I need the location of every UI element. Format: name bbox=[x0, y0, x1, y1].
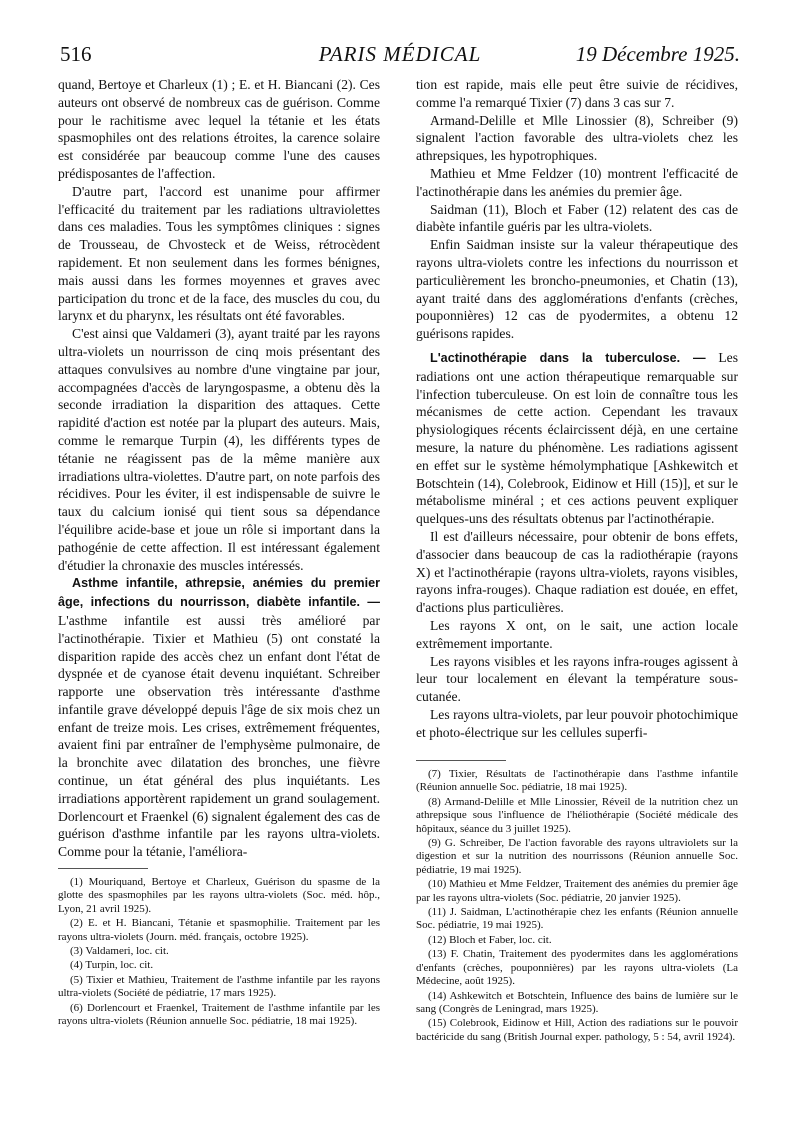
paragraph: D'autre part, l'accord est unanime pour affirmer l'efficacité du traitement par les radiations ultraviolettes dans ces maladies. Tous les symptômes cliniques : signes de Trousseau, de Chvosteck et de Weiss, rétrocèdent rapidement. Et non seulement dans les formes bénignes, mais aussi dans les formes moyennes et graves avec participation du tronc et de la face, des muscles du cou, du larynx et du pharynx, les résultats ont été favorables. bbox=[58, 183, 380, 324]
footnote: (5) Tixier et Mathieu, Traitement de l'asthme infantile par les rayons ultra-violets (Société de pédiatrie, 17 mars 1925). bbox=[58, 973, 380, 1000]
paragraph: Les rayons visibles et les rayons infra-rouges agissent à leur tour localement en élevant la température sous-cutanée. bbox=[416, 653, 738, 705]
section-paragraph bbox=[416, 349, 738, 528]
section-heading: Asthme infantile, athrepsie, anémies du premier âge, infections du nourrisson, diabète infantile. — bbox=[58, 576, 380, 610]
page-number: 516 bbox=[60, 42, 92, 66]
paragraph: tion est rapide, mais elle peut être suivie de récidives, comme l'a remarqué Tixier (7) dans 3 cas sur 7. bbox=[416, 77, 738, 110]
footnote: (7) Tixier, Résultats de l'actinothérapie dans l'asthme infantile (Réunion annuelle Soc. pédiatrie, 18 mai 1925). bbox=[416, 768, 738, 794]
paragraph: Armand-Delille et Mlle Linossier (8), Schreiber (9) signalent l'action favorable des ultra-violets chez les athrepsiques, les hypotrophiques. bbox=[416, 112, 738, 164]
footnote: (14) Ashkewitch et Botschtein, Influence des bains de lumière sur le sang (Congrès de Leningrad, mars 1925). bbox=[416, 989, 738, 1015]
footnotes-right bbox=[416, 768, 738, 1045]
footnote: (10) Mathieu et Mme Feldzer, Traitement des anémies du premier âge par les rayons ultra-violets (Soc. pédiatrie, 20 janvier 1925). bbox=[416, 878, 738, 904]
journal-title: PARIS MÉDICAL bbox=[318, 42, 482, 66]
footnote: (3) Valdameri, loc. cit. bbox=[70, 945, 169, 958]
section-heading: L'actinothérapie dans la tuberculose. — bbox=[430, 350, 706, 365]
footnote: (8) Armand-Delille et Mlle Linossier, Réveil de la nutrition chez un athrepsique sous l'influence de l'héliothérapie (Société médicale des hôpitaux, séance du 3 juillet 1925). bbox=[416, 795, 738, 835]
left-column bbox=[58, 76, 380, 861]
footnote-separator bbox=[58, 868, 148, 869]
paragraph: Mathieu et Mme Feldzer (10) montrent l'efficacité de l'actinothérapie dans les anémies du premier âge. bbox=[416, 165, 738, 199]
paragraph: Saidman (11), Bloch et Faber (12) relatent des cas de diabète infantile guéris par les ultra-violets. bbox=[416, 201, 738, 235]
footnote: (2) E. et H. Biancani, Tétanie et spasmophilie. Traitement par les rayons ultra-violets (Journ. méd. français, octobre 1925). bbox=[58, 917, 380, 943]
paragraph: C'est ainsi que Valdameri (3), ayant traité par les rayons ultra-violets un nourrisson de cinq mois présentant des attaques convulsives au nombre d'une vingtaine par jour, accompagnées d'accès de laryngospasme, a obtenu dès la seconde irradiation la disparition des attaques. Cette rapidité d'action est notée par la plupart des auteurs. Mais, comme le remarque Turpin (4), les différents types de tétanie ne réagissent pas de la même manière aux irradiations ultra-violettes. D'autre part, on note parfois des récidives. Pour les éviter, il est indispensable de suivre le taux du calcium ionisé qui tient sous sa dépendance l'équilibre acide-base et joue un rôle si important dans la pathogénie de cette affection. Il est intéressant également d'étudier la chronaxie des muscles intéressés. bbox=[58, 326, 380, 573]
footnote: (4) Turpin, loc. cit. bbox=[70, 959, 154, 972]
paragraph: Il est d'ailleurs nécessaire, pour obtenir de bons effets, d'associer dans beaucoup de cas la radiothérapie (rayons X) et l'actinothérapie (rayons ultra-violets, rayons visibles, rayons infra-rouges). Chaque radiation est douée, en effet, d'actions plus particulières. bbox=[416, 528, 738, 616]
issue-date: 19 Décembre 1925. bbox=[575, 42, 740, 66]
footnote: (12) Bloch et Faber, loc. cit. bbox=[428, 933, 552, 946]
footnote: (9) G. Schreiber, De l'action favorable des rayons ultraviolets sur la digestion et sur la nutrition des nourrissons (Réunion annuelle Soc. pédiatrie, 19 mai 1925). bbox=[416, 837, 738, 876]
running-header bbox=[60, 36, 740, 70]
footnotes-left bbox=[58, 876, 380, 1029]
footnote: (6) Dorlencourt et Fraenkel, Traitement de l'asthme infantile par les rayons ultra-violets (Réunion annuelle Soc. pédiatrie, 18 mai 1925). bbox=[58, 1001, 380, 1028]
paragraph: Enfin Saidman insiste sur la valeur thérapeutique des rayons ultra-violets contre les infections du nourrisson et particulièrement les broncho-pneumonies, et Chatin (13), ayant traité dans des agglomérations d'enfants (crèches, pouponnières) 12 cas de pyodermites, a obtenu 12 guérisons rapides. bbox=[416, 237, 738, 342]
paragraph: quand, Bertoye et Charleux (1) ; E. et H. Biancani (2). Ces auteurs ont observé de nombreux cas de guérison. Comme pour le rachitisme avec lequel la tétanie et les états spasmophiles ont des relations étroites, la carence solaire est considérée par beaucoup comme l'une des causes prédisposantes de l'affection. bbox=[58, 77, 380, 181]
paragraph: Les rayons ultra-violets, par leur pouvoir photochimique et photo-électrique sur les cellules superfi- bbox=[416, 706, 738, 740]
footnote: (11) J. Saidman, L'actinothérapie chez les enfants (Réunion annuelle Soc. pédiatrie, 19 mai 1925). bbox=[416, 906, 738, 932]
footnote: (13) F. Chatin, Traitement des pyodermites dans les agglomérations d'enfants (crèches, pouponnières) par les rayons ultra-violets (La Médecine, août 1925). bbox=[416, 948, 738, 988]
footnote: (15) Colebrook, Eidinow et Hill, Action des radiations sur le pouvoir bactéricide du sang (British Journal exper. pathology, 5 : 54, avril 1924). bbox=[416, 1017, 738, 1043]
footnote-separator bbox=[416, 760, 506, 761]
paragraph-text: Les radiations ont une action thérapeutique remarquable sur l'infection tuberculeuse. On est loin de connaître tous les mécanismes de cette action. Cependant les travaux physiologiques récents éclaircissent déjà, en une certaine mesure, la nature du phénomène. Les radiations agissent en effet sur le système hémolymphatique [Ashkewitch et Botschtein (14), Colebrook, Eidinow et Hill (15)], et sur le métabolisme minéral ; et ces actions peuvent expliquer quelques-uns des résultats obtenus par l'actinothérapie. bbox=[416, 349, 738, 527]
paragraph-text: L'asthme infantile est aussi très amélioré par l'actinothérapie. Tixier et Mathieu (5) ont constaté la disparition rapide des accès chez un enfant dont l'état de dyspnée et de cyanose était devenu inquiétant. Schreiber rapporte une observation très intéressante d'asthme infantile grave développé depuis l'âge de six mois chez un enfant de treize mois. Les crises, extrêmement fréquentes, avaient fini par entraîner de l'emphysème pulmonaire, de la bronchite avec dilatation des bronches, une fièvre continue, un état général des plus inquiétants. Les irradiations apportèrent rapidement un grand soulagement. Dorlencourt et Fraenkel (6) signalent également des cas de guérison d'asthme infantile par les rayons ultra-violets. Comme pour la tétanie, l'améliora- bbox=[58, 612, 380, 860]
section-paragraph bbox=[58, 574, 380, 861]
paragraph: Les rayons X ont, on le sait, une action locale extrêmement importante. bbox=[416, 617, 738, 651]
footnote: (1) Mouriquand, Bertoye et Charleux, Guérison du spasme de la glotte des spasmophiles par les rayons ultra-violets (Soc. méd. hôp., Lyon, 21 avril 1925). bbox=[58, 876, 380, 915]
right-column bbox=[416, 76, 738, 741]
